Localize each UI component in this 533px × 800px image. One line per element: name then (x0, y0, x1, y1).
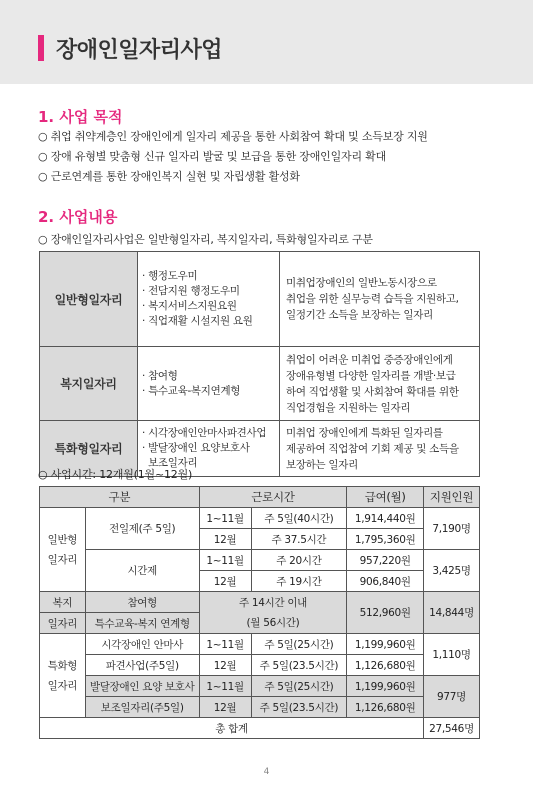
pay-cell: 906,840원 (347, 571, 424, 592)
count-cell: 1,110명 (424, 634, 480, 676)
hours-line: (월 56시간) (246, 616, 300, 629)
hours-cell: 주 37.5시간 (251, 529, 347, 550)
desc-line: 직업경험을 지원하는 일자리 (286, 401, 411, 414)
group-welfare-line2: 일자리 (40, 613, 86, 634)
section-2-title: 2. 사업내용 (38, 208, 118, 226)
group-label-line: 특화형 (47, 659, 78, 672)
job-types-table (39, 251, 480, 477)
count-cell: 14,844명 (424, 592, 480, 634)
pay-cell: 512,960원 (347, 592, 424, 634)
hours-cell: 주 5일(25시간) (251, 634, 347, 655)
desc-line: 미취업 장애인에게 특화된 일자리를 (286, 426, 443, 439)
list-item: · 전담지원 행정도우미 (142, 285, 240, 297)
count-cell: 7,190명 (424, 508, 480, 550)
list-item: · 발달장애인 요양보호사 (142, 442, 250, 454)
purpose-bullet-2: ○ 장애 유형별 맞춤형 신규 일자리 발굴 및 보급을 통한 장애인일자리 확대 (38, 150, 387, 163)
table-total-row (40, 718, 480, 739)
desc-line: 미취업장애인의 일반노동시장으로 (286, 277, 437, 289)
page-title: 장애인일자리사업 (56, 38, 223, 63)
period-note: ○ 사업시간: 12개월(1월~12월) (38, 468, 193, 481)
table-row (40, 347, 480, 421)
type-name: 복지일자리 (40, 347, 138, 421)
desc-line: 장애유형별 다양한 일자리를 개발·보급 (286, 369, 456, 382)
desc-line: 보장하는 일자리 (286, 458, 358, 471)
header-accent-bar (38, 35, 44, 61)
hours-cell: 주 5일(23.5시간) (251, 697, 347, 718)
col-header-count: 지원인원 (424, 487, 480, 508)
table-row (40, 634, 480, 655)
pay-cell: 1,914,440원 (347, 508, 424, 529)
fulltime-label: 전일제(주 5일) (85, 508, 199, 550)
group-label-line: 일자리 (47, 553, 78, 566)
total-count: 27,546명 (424, 718, 480, 739)
count-cell: 977명 (424, 676, 480, 718)
desc-line: 하여 직업생활 및 사회참여 확대를 위한 (286, 385, 459, 398)
months-cell: 1~11월 (199, 550, 251, 571)
pay-cell: 1,126,680원 (347, 697, 424, 718)
months-cell: 1~11월 (199, 676, 251, 697)
desc-line: 제공하여 직업참여 기회 제공 및 소득을 (286, 442, 459, 455)
desc-line: 취업이 어려운 미취업 중증장애인에게 (286, 353, 453, 366)
months-cell: 12월 (199, 697, 251, 718)
pay-cell: 1,199,960원 (347, 634, 424, 655)
list-item: · 참여형 (142, 369, 178, 382)
massage-label-line2: 파견사업(주5일) (85, 655, 199, 676)
pay-cell: 1,795,360원 (347, 529, 424, 550)
hours-cell: 주 5일(40시간) (251, 508, 347, 529)
list-item: · 직업재활 시설지원 요원 (142, 315, 253, 327)
page-number: 4 (263, 767, 270, 777)
hours-cell: 주 20시간 (251, 550, 347, 571)
type-name: 일반형일자리 (40, 252, 138, 347)
months-cell: 1~11월 (199, 634, 251, 655)
list-item: · 특수교육-복지연계형 (142, 384, 241, 397)
table-row (40, 550, 480, 571)
desc-line: 일정기간 소득을 보장하는 일자리 (286, 309, 433, 321)
purpose-bullet-1: ○ 취업 취약계층인 장애인에게 일자리 제공을 통한 사회참여 확대 및 소득보장 지원 (38, 130, 428, 143)
type-description (280, 252, 480, 347)
table-row (40, 676, 480, 697)
type-description (280, 421, 480, 477)
pay-cell: 957,220원 (347, 550, 424, 571)
type-items (138, 347, 280, 421)
group-general (40, 508, 86, 592)
massage-label-line1: 시각장애인 안마사 (85, 634, 199, 655)
group-label-line: 일자리 (47, 679, 78, 692)
wage-table (39, 486, 480, 739)
desc-line: 취업을 위한 실무능력 습득을 지원하고, (286, 293, 459, 305)
content-intro: ○ 장애인일자리사업은 일반형일자리, 복지일자리, 특화형일자리로 구분 (38, 233, 373, 246)
list-item: 보조일자리 (142, 457, 198, 469)
hours-line: 주 14시간 이내 (238, 596, 308, 609)
parttime-label: 시간제 (85, 550, 199, 592)
hours-cell: 주 19시간 (251, 571, 347, 592)
list-item: · 시각장애인안마사파견사업 (142, 427, 267, 439)
months-cell: 12월 (199, 655, 251, 676)
group-special (40, 634, 86, 718)
list-item: · 복지서비스지원요원 (142, 300, 237, 312)
table-row (40, 508, 480, 529)
caregiver-label-line2: 보조일자리(주5일) (85, 697, 199, 718)
table-row (40, 697, 480, 718)
group-welfare-line1: 복지 (40, 592, 86, 613)
count-cell: 3,425명 (424, 550, 480, 592)
welfare-hours-cell (199, 592, 347, 634)
hours-cell: 주 5일(23.5시간) (251, 655, 347, 676)
months-cell: 12월 (199, 529, 251, 550)
welfare-type-cell: 특수교육-복지 연계형 (85, 613, 199, 634)
group-label-line: 일반형 (47, 533, 78, 546)
col-header-category: 구분 (40, 487, 200, 508)
caregiver-label-line1: 발달장애인 요양 보호사 (85, 676, 199, 697)
type-items (138, 252, 280, 347)
pay-cell: 1,126,680원 (347, 655, 424, 676)
total-label: 총 합계 (40, 718, 424, 739)
table-row (40, 252, 480, 347)
table-row (40, 655, 480, 676)
col-header-pay: 급여(월) (347, 487, 424, 508)
section-1-title: 1. 사업 목적 (38, 108, 123, 126)
pay-cell: 1,199,960원 (347, 676, 424, 697)
table-row (40, 592, 480, 613)
months-cell: 12월 (199, 571, 251, 592)
col-header-hours: 근로시간 (199, 487, 347, 508)
purpose-bullet-3: ○ 근로연계를 통한 장애인복지 실현 및 자립생활 활성화 (38, 170, 300, 183)
type-name: 특화형일자리 (40, 421, 138, 477)
months-cell: 1~11월 (199, 508, 251, 529)
welfare-type-cell: 참여형 (85, 592, 199, 613)
page-header (0, 0, 533, 84)
hours-cell: 주 5일(25시간) (251, 676, 347, 697)
type-description (280, 347, 480, 421)
table-header-row (40, 487, 480, 508)
list-item: · 행정도우미 (142, 270, 198, 282)
